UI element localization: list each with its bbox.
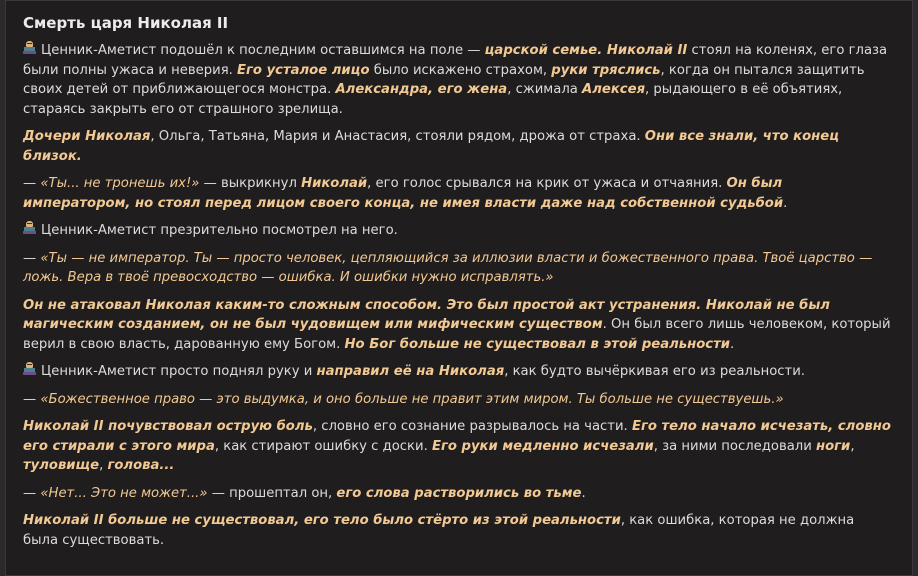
plain-text: Ценник-Аметист презрительно посмотрел на него. — [41, 223, 398, 238]
plain-text: , — [850, 438, 855, 454]
plain-text: Ценник-Аметист подошёл к последним оставшимся на поле — — [41, 43, 485, 58]
story-paragraph — [23, 484, 893, 504]
plain-text: — — [23, 250, 41, 266]
plain-text: , рыдающего в её объятиях, стараясь закрыть его от страшного зрелища. — [23, 82, 843, 117]
plain-text: , словно его сознание разрывалось на части. — [312, 419, 632, 434]
emphasis-text: его слова растворились во тьме — [336, 485, 582, 501]
plain-text: . — [783, 195, 788, 211]
plain-text: , как стирают ошибку с доски. — [214, 438, 432, 454]
character-avatar-icon — [23, 362, 36, 377]
plain-text: , когда он пытался защитить своих детей от приближающегося монстра. — [23, 62, 865, 97]
emphasis-text: ноги — [816, 438, 851, 454]
plain-text: — — [23, 176, 41, 191]
emphasis-text: Дочери Николая — [23, 129, 151, 144]
character-avatar-icon — [23, 221, 36, 236]
quote-text: «Нет... Это не может...» — [40, 485, 208, 501]
emphasis-text: Его усталое лицо — [237, 62, 370, 78]
story-body — [23, 41, 893, 550]
emphasis-text: Александра, его жена — [335, 82, 508, 97]
plain-text: было искажено страхом, — [369, 62, 552, 78]
plain-text: , как ошибка, которая не должна была существовать. — [23, 513, 855, 548]
plain-text: Ценник-Аметист просто поднял руку и — [41, 364, 317, 379]
story-heading: Смерть царя Николая II — [23, 14, 229, 32]
story-paragraph — [23, 417, 893, 476]
plain-text: , — [99, 458, 108, 473]
emphasis-text: Но Бог больше не существовал в этой реальности — [344, 336, 730, 352]
plain-text: . — [581, 485, 586, 501]
emphasis-text: Алексея — [582, 82, 646, 97]
emphasis-text: туловище — [23, 458, 100, 473]
story-content — [23, 11, 893, 558]
emphasis-text: голова... — [107, 458, 175, 473]
plain-text: — выкрикнул — [199, 176, 302, 191]
emphasis-text: Николай II почувствовал острую боль — [23, 419, 313, 434]
emphasis-text: Его тело начало исчезать, словно его стирали с этого мира — [23, 419, 891, 454]
plain-text: — прошептал он, — [207, 485, 337, 501]
story-paragraph — [23, 41, 893, 119]
story-paragraph — [23, 221, 893, 241]
quote-text: «Ты — не император. Ты — просто человек, цепляющийся за иллюзии власти и божественного права. Твоё царство — ложь. Вера в твоё превосходство — ошибка. И ошибки нужно исправлять.» — [23, 250, 873, 285]
plain-text: стоял на коленях, его глаза были полны ужаса и неверия. — [23, 43, 888, 78]
emphasis-text: Он был императором, но стоял перед лицом своего конца, не имея власти даже над собственной судьбой — [23, 176, 784, 211]
plain-text: , как будто вычёркивая его из реальности. — [504, 364, 805, 379]
plain-text: , Ольга, Татьяна, Мария и Анастасия, стояли рядом, дрожа от страха. — [150, 129, 645, 144]
emphasis-text: Он не атаковал Николая каким-то сложным способом. Это был простой акт устранения. Николай не был магическим созданием, он не был чудовищем или мифическим существом — [23, 297, 830, 332]
emphasis-text: Николай II больше не существовал, его тело было стёрто из этой реальности — [23, 513, 621, 528]
message-panel — [5, 0, 913, 576]
story-paragraph — [23, 249, 893, 288]
quote-text: «Божественное право — это выдумка, и оно больше не правит этим миром. Ты больше не существуешь.» — [40, 391, 784, 407]
quote-text: «Ты... не тронешь их!» — [40, 176, 200, 191]
story-paragraph — [23, 127, 893, 166]
plain-text: , его голос срывался на крик от ужаса и отчаяния. — [367, 176, 727, 191]
story-paragraph — [23, 390, 893, 410]
plain-text: — — [23, 391, 41, 407]
plain-text: , за ними последовали — [653, 438, 816, 454]
emphasis-text: Николай — [301, 176, 368, 191]
emphasis-text: Они все знали, что конец близок. — [23, 129, 839, 164]
character-avatar-icon — [23, 41, 36, 56]
plain-text: , сжимала — [507, 82, 583, 97]
story-paragraph — [23, 362, 893, 382]
emphasis-text: направил её на Николая — [316, 364, 505, 379]
plain-text: — — [23, 485, 41, 501]
emphasis-text: царской семье. Николай II — [484, 43, 688, 58]
story-paragraph — [23, 511, 893, 550]
emphasis-text: руки тряслись — [551, 62, 661, 78]
story-paragraph — [23, 174, 893, 213]
plain-text: . — [730, 336, 735, 352]
emphasis-text: Его руки медленно исчезали — [431, 438, 654, 454]
plain-text: . Он был всего лишь человеком, который верил в свою власть, дарованную ему Богом. — [23, 317, 891, 352]
story-paragraph — [23, 296, 893, 355]
